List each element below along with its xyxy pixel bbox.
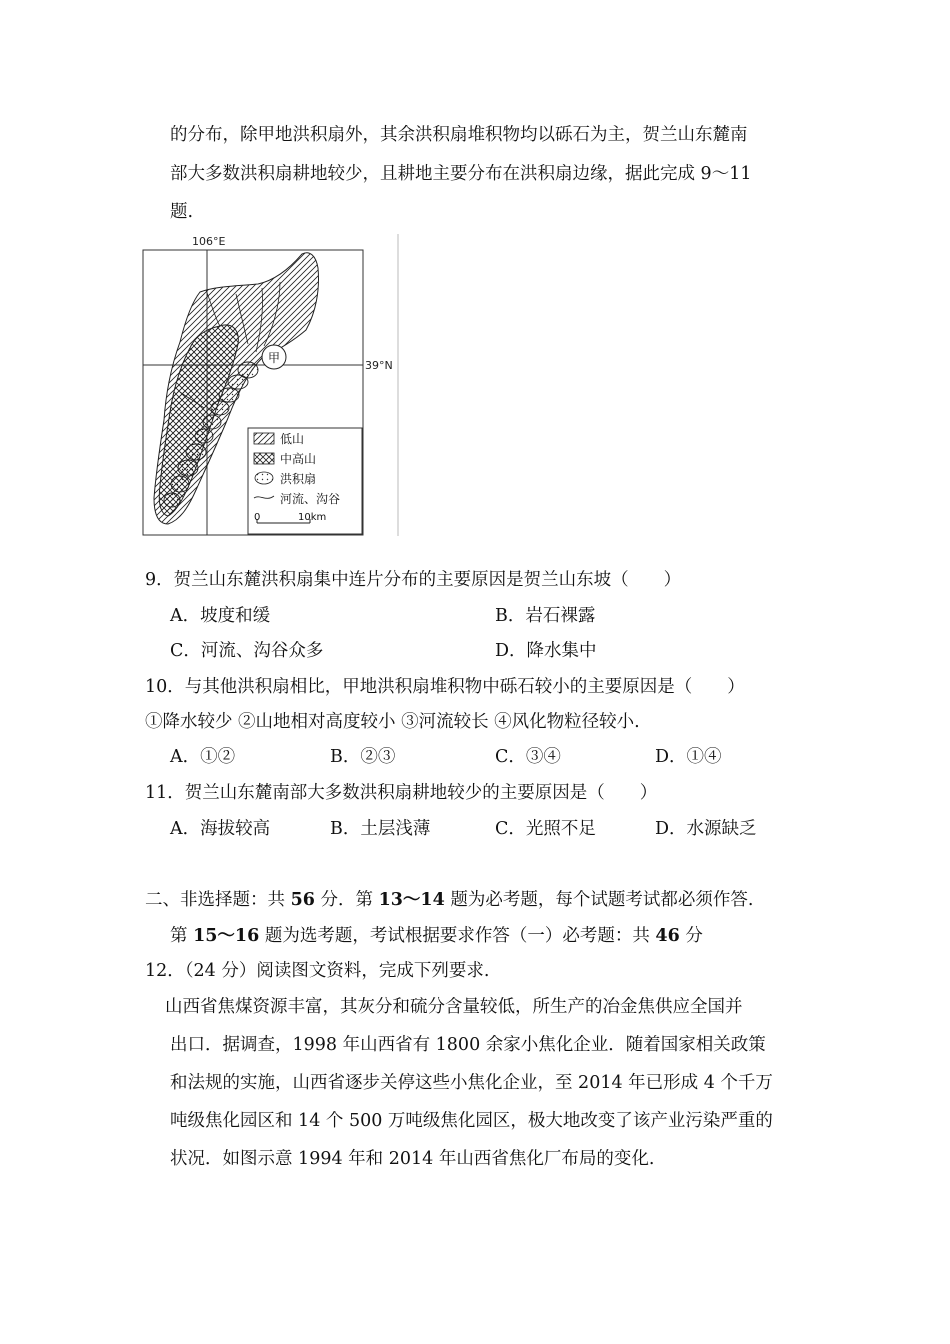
q11-option-a[interactable]: A．海拔较高 — [170, 819, 271, 839]
intro-line-1: 的分布，除甲地洪积扇外，其余洪积扇堆积物均以砾石为主，贺兰山东麓南 — [170, 125, 748, 145]
q12-text-line-4: 吨级焦化园区和 14 个 500 万吨级焦化园区，极大地改变了该产业污染严重的 — [170, 1111, 773, 1131]
q10-option-a[interactable]: A．①② — [170, 747, 236, 767]
q11-stem: 11．贺兰山东麓南部大多数洪积扇耕地较少的主要原因是（ ） — [145, 783, 658, 803]
q10-items: ①降水较少 ②山地相对高度较小 ③河流较长 ④风化物粒径较小. — [145, 712, 640, 732]
intro-line-3: 题. — [170, 202, 194, 222]
intro-line-2: 部大多数洪积扇耕地较少，且耕地主要分布在洪积扇边缘，据此完成 9～11 — [170, 164, 752, 184]
scale-zero: 0 — [254, 512, 261, 523]
longitude-label: 106°E — [192, 235, 226, 248]
q11-option-b[interactable]: B．土层浅薄 — [330, 819, 431, 839]
section2-note: 第 15～16 题为选考题，考试根据要求作答（一）必考题：共 46 分 — [170, 926, 703, 946]
q10-option-d[interactable]: D．①④ — [655, 747, 722, 767]
legend-low-mountain-swatch — [254, 433, 274, 444]
q12-text-line-5: 状况．如图示意 1994 年和 2014 年山西省焦化厂布局的变化. — [170, 1149, 655, 1169]
helan-mountain-map — [140, 232, 402, 538]
q10-option-c[interactable]: C．③④ — [495, 747, 561, 767]
legend-low-mountain: 低山 — [280, 432, 305, 446]
q9-option-b[interactable]: B．岩石裸露 — [495, 606, 596, 626]
q12-text-line-1: 山西省焦煤资源丰富，其灰分和硫分含量较低，所生产的冶金焦供应全国并 — [165, 997, 743, 1017]
legend-river: 河流、沟谷 — [280, 492, 341, 506]
section2-heading: 二、非选择题：共 56 分．第 13～14 题为必考题，每个试题考试都必须作答. — [145, 890, 754, 910]
scale-label: 10km — [298, 512, 327, 523]
place-jia-label: 甲 — [268, 351, 281, 365]
q12-text-line-2: 出口．据调查，1998 年山西省有 1800 余家小焦化企业．随着国家相关政策 — [170, 1035, 766, 1055]
latitude-label: 39°N — [365, 359, 393, 372]
q10-option-b[interactable]: B．②③ — [330, 747, 396, 767]
q9-option-a[interactable]: A．坡度和缓 — [170, 606, 271, 626]
legend-alluvial-fan: 洪积扇 — [280, 472, 317, 486]
q12-text-line-3: 和法规的实施，山西省逐步关停这些小焦化企业，至 2014 年已形成 4 个千万 — [170, 1073, 773, 1093]
legend-high-mountain: 中高山 — [280, 452, 317, 466]
q10-stem: 10．与其他洪积扇相比，甲地洪积扇堆积物中砾石较小的主要原因是（ ） — [145, 677, 745, 697]
q11-option-c[interactable]: C．光照不足 — [495, 819, 596, 839]
q9-option-c[interactable]: C．河流、沟谷众多 — [170, 641, 324, 661]
legend-high-mountain-swatch — [254, 453, 274, 464]
q12-stem: 12．（24 分）阅读图文资料，完成下列要求. — [145, 961, 490, 981]
q11-option-d[interactable]: D．水源缺乏 — [655, 819, 757, 839]
q9-stem: 9．贺兰山东麓洪积扇集中连片分布的主要原因是贺兰山东坡（ ） — [145, 570, 682, 590]
q9-option-d[interactable]: D．降水集中 — [495, 641, 597, 661]
legend-fan-swatch — [255, 472, 273, 484]
